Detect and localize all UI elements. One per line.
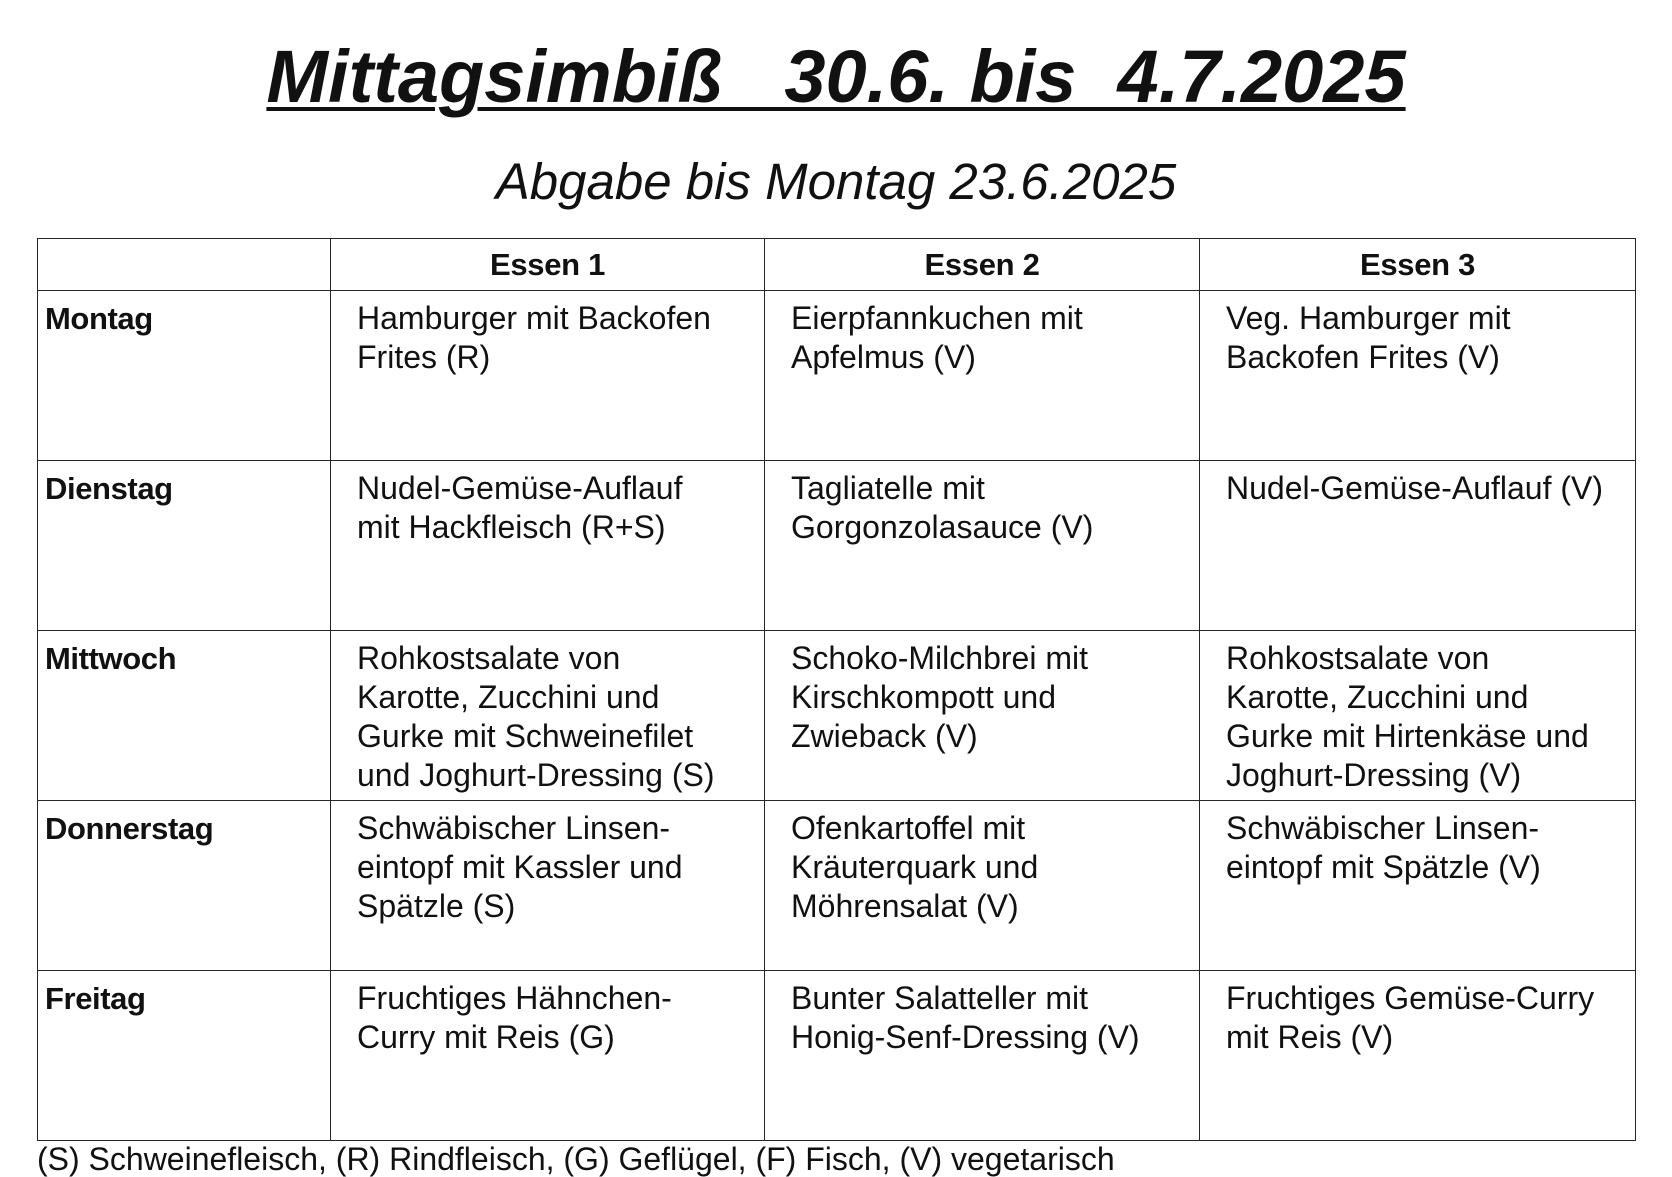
meat-type-legend: (S) Schweinefleisch, (R) Rindfleisch, (G) Geflügel, (F) Fisch, (V) vegetarisch (37, 1141, 1115, 1177)
meal-line: Nudel-Gemüse-Auflauf (357, 470, 683, 506)
meal-line: Möhrensalat (V) (791, 888, 1019, 924)
table-row-dienstag (38, 461, 1636, 631)
meal-line: Apfelmus (V) (791, 339, 976, 375)
meal-cell-mittwoch-essen-2 (765, 631, 1200, 801)
meal-line: eintopf mit Spätzle (V) (1226, 849, 1541, 885)
meal-line: Schwäbischer Linsen- (1226, 810, 1540, 846)
meal-line: Schwäbischer Linsen- (357, 810, 671, 846)
meal-line: Veg. Hamburger mit (1226, 300, 1511, 336)
meal-line: Joghurt-Dressing (V) (1226, 757, 1522, 793)
meal-line: Karotte, Zucchini und (1226, 679, 1529, 715)
meal-line: Fruchtiges Hähnchen- (357, 980, 672, 1016)
meal-line: Nudel-Gemüse-Auflauf (V) (1226, 470, 1604, 506)
table-row-freitag (38, 971, 1636, 1141)
header-corner-cell (38, 239, 331, 291)
meal-line: mit Hackfleisch (R+S) (357, 509, 666, 545)
meal-line: Honig-Senf-Dressing (V) (791, 1019, 1140, 1055)
page-title: Mittagsimbiß 30.6. bis 4.7.2025 (266, 35, 1406, 118)
meal-cell-freitag-essen-3 (1200, 971, 1636, 1141)
meal-cell-montag-essen-3 (1200, 291, 1636, 461)
meal-line: Backofen Frites (V) (1226, 339, 1500, 375)
meal-cell-freitag-essen-1 (331, 971, 765, 1141)
table-row-donnerstag (38, 801, 1636, 971)
column-header-essen-3: Essen 3 (1200, 239, 1636, 291)
menu-table (37, 238, 1636, 1141)
meal-cell-donnerstag-essen-1 (331, 801, 765, 971)
meal-line: Bunter Salatteller mit (791, 980, 1089, 1016)
meal-line: eintopf mit Kassler und (357, 849, 683, 885)
day-label-donnerstag: Donnerstag (38, 801, 331, 971)
meal-cell-freitag-essen-2 (765, 971, 1200, 1141)
meal-line: und Joghurt-Dressing (S) (357, 757, 715, 793)
meal-line: Kirschkompott und (791, 679, 1057, 715)
meal-line: Curry mit Reis (G) (357, 1019, 615, 1055)
meal-line: Karotte, Zucchini und (357, 679, 660, 715)
meal-cell-dienstag-essen-3 (1200, 461, 1636, 631)
day-label-dienstag: Dienstag (38, 461, 331, 631)
meal-line: Gorgonzolasauce (V) (791, 509, 1094, 545)
header-row (38, 239, 1636, 291)
day-label-freitag: Freitag (38, 971, 331, 1141)
day-label-mittwoch: Mittwoch (38, 631, 331, 801)
meal-cell-mittwoch-essen-1 (331, 631, 765, 801)
meal-cell-dienstag-essen-1 (331, 461, 765, 631)
meal-line: Fruchtiges Gemüse-Curry (1226, 980, 1595, 1016)
meal-line: Schoko-Milchbrei mit (791, 640, 1088, 676)
deadline-subtitle: Abgabe bis Montag 23.6.2025 (495, 153, 1177, 210)
meal-cell-donnerstag-essen-3 (1200, 801, 1636, 971)
column-header-essen-1: Essen 1 (331, 239, 765, 291)
meal-line: Zwieback (V) (791, 718, 978, 754)
meal-line: Rohkostsalate von (357, 640, 621, 676)
meal-cell-montag-essen-1 (331, 291, 765, 461)
meal-line: Hamburger mit Backofen (357, 300, 711, 336)
meal-cell-donnerstag-essen-2 (765, 801, 1200, 971)
meal-line: Kräuterquark und (791, 849, 1039, 885)
meal-line: Tagliatelle mit (791, 470, 985, 506)
meal-line: Rohkostsalate von (1226, 640, 1490, 676)
meal-line: Eierpfannkuchen mit (791, 300, 1083, 336)
meal-line: Gurke mit Schweinefilet (357, 718, 694, 754)
table-row-montag (38, 291, 1636, 461)
meal-line: mit Reis (V) (1226, 1019, 1394, 1055)
meal-line: Spätzle (S) (357, 888, 516, 924)
meal-cell-montag-essen-2 (765, 291, 1200, 461)
meal-line: Gurke mit Hirtenkäse und (1226, 718, 1589, 754)
day-label-montag: Montag (38, 291, 331, 461)
meal-line: Frites (R) (357, 339, 491, 375)
meal-line: Ofenkartoffel mit (791, 810, 1026, 846)
meal-cell-mittwoch-essen-3 (1200, 631, 1636, 801)
meal-cell-dienstag-essen-2 (765, 461, 1200, 631)
column-header-essen-2: Essen 2 (765, 239, 1200, 291)
table-row-mittwoch (38, 631, 1636, 801)
